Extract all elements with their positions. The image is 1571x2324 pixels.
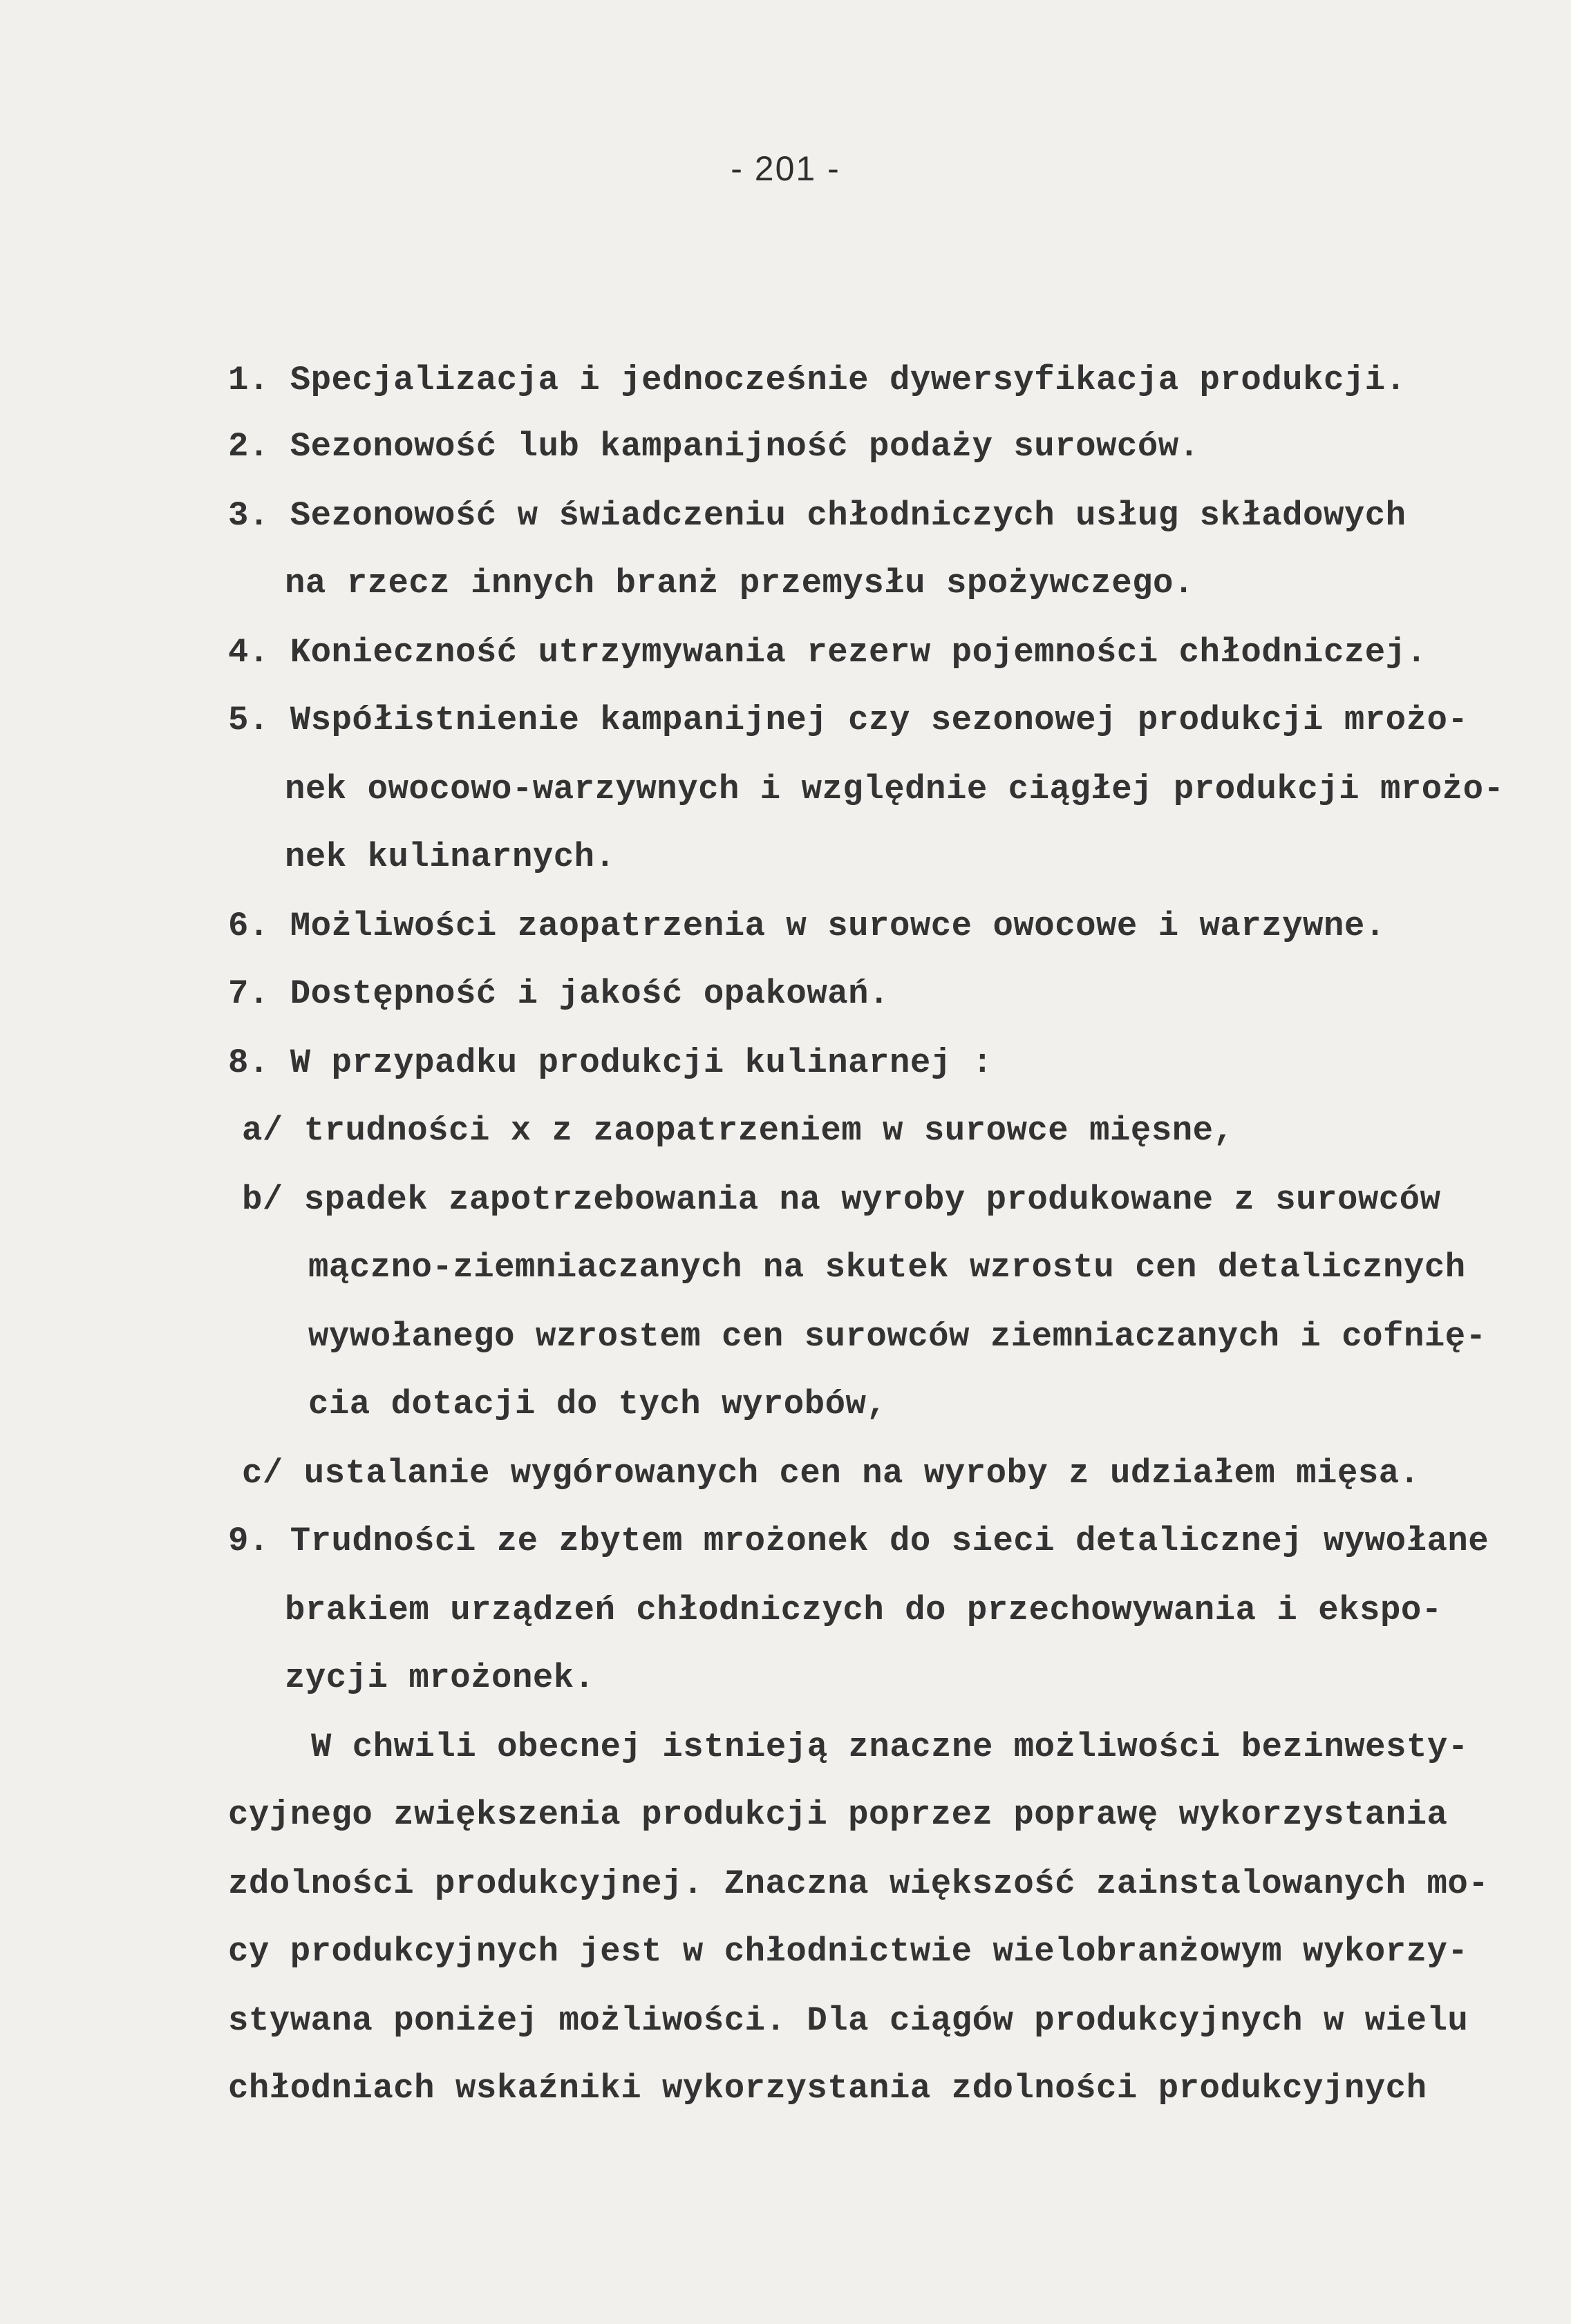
list-item-continuation [285, 836, 615, 878]
list-item [228, 905, 1386, 947]
list-text: nek owocowo-warzywnych i względnie ciągłej produkcji mrożo- [285, 770, 1505, 809]
list-number: 7. [228, 974, 270, 1013]
list-number: 2. [228, 427, 270, 466]
list-text: Konieczność utrzymywania rezerw pojemności chłodniczej. [290, 633, 1427, 672]
sub-list-item-continuation [308, 1247, 1466, 1288]
list-item [228, 1520, 1489, 1562]
list-text: zycji mrożonek. [285, 1659, 595, 1697]
sub-list-item-continuation [308, 1316, 1487, 1357]
paragraph-line: chłodniach wskaźniki wykorzystania zdolności produkcyjnych [228, 2069, 1427, 2108]
list-item-continuation [285, 768, 1504, 810]
sub-list-item [242, 1453, 1420, 1494]
list-text: Współistnienie kampanijnej czy sezonowej produkcji mrożo- [290, 701, 1469, 739]
list-text: nek kulinarnych. [285, 838, 616, 876]
list-text: Dostępność i jakość opakowań. [290, 974, 890, 1013]
list-item [228, 699, 1468, 741]
paragraph-line: cyjnego zwiększenia produkcji poprzez poprawę wykorzystania [228, 1795, 1448, 1834]
list-text: trudności x z zaopatrzeniem w surowce mięsne, [303, 1111, 1234, 1150]
list-text: spadek zapotrzebowania na wyroby produkowane z surowców [303, 1180, 1441, 1219]
list-number: 9. [228, 1522, 270, 1560]
list-item [228, 426, 1200, 467]
list-text: Możliwości zaopatrzenia w surowce owocowe i warzywne. [290, 907, 1386, 945]
list-item [228, 973, 890, 1014]
list-text: wywołanego wzrostem cen surowców ziemniaczanych i cofnię- [308, 1317, 1487, 1356]
list-number: 8. [228, 1043, 270, 1082]
list-text: Sezonowość lub kampanijność podaży surowców. [290, 427, 1200, 466]
list-item-continuation [285, 563, 1194, 604]
list-text: ustalanie wygórowanych cen na wyroby z udziałem mięsa. [303, 1454, 1420, 1493]
list-number: 4. [228, 633, 270, 672]
paragraph-line: stywana poniżej możliwości. Dla ciągów produkcyjnych w wielu [228, 2001, 1469, 2040]
list-item [228, 495, 1407, 536]
list-text: Sezonowość w świadczeniu chłodniczych usług składowych [290, 496, 1407, 535]
list-item [228, 359, 1407, 401]
list-item [228, 1042, 993, 1084]
list-number: 1. [228, 361, 270, 399]
list-text: cia dotacji do tych wyrobów, [308, 1385, 887, 1424]
list-text: brakiem urządzeń chłodniczych do przechowywania i ekspo- [285, 1591, 1442, 1629]
paragraph-line: zdolności produkcyjnej. Znaczna większość zainstalowanych mo- [228, 1864, 1489, 1903]
sub-list-item-continuation [308, 1383, 887, 1425]
sub-list-letter: b/ [242, 1180, 283, 1219]
list-text: Specjalizacja i jednocześnie dywersyfikacja produkcji. [290, 361, 1407, 399]
sub-list-item [242, 1179, 1440, 1220]
list-text: mączno-ziemniaczanych na skutek wzrostu cen detalicznych [308, 1248, 1466, 1287]
list-item [228, 632, 1427, 673]
list-number: 6. [228, 907, 270, 945]
paragraph-line: W chwili obecnej istnieją znaczne możliwości bezinwesty- [311, 1728, 1469, 1766]
sub-list-letter: c/ [242, 1454, 283, 1493]
sub-list-letter: a/ [242, 1111, 283, 1150]
list-number: 3. [228, 496, 270, 535]
list-text: Trudności ze zbytem mrożonek do sieci detalicznej wywołane [290, 1522, 1489, 1560]
list-text: na rzecz innych branż przemysłu spożywczego. [285, 564, 1194, 603]
paragraph-line: cy produkcyjnych jest w chłodnictwie wielobranżowym wykorzy- [228, 1932, 1469, 1971]
list-number: 5. [228, 701, 270, 739]
list-item-continuation [285, 1589, 1442, 1631]
sub-list-item [242, 1110, 1234, 1151]
list-text: W przypadku produkcji kulinarnej : [290, 1043, 993, 1082]
list-item-continuation [285, 1657, 595, 1699]
page-number: - 201 - [731, 149, 840, 188]
